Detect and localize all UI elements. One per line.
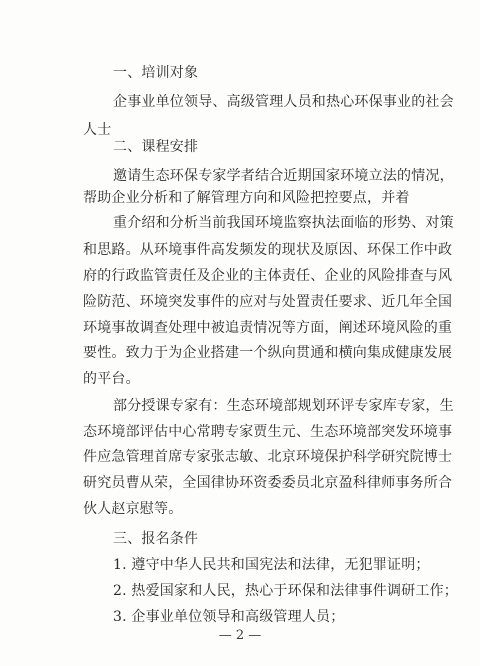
paragraph-line: 部分授课专家有：生态环境部规划环评专家库专家，生 xyxy=(113,398,454,414)
list-item: 3. 企事业单位领导和高级管理人员； xyxy=(113,609,345,625)
paragraph-line: 环境事故调查处理中被追责情况等方面，阐述环境风险的重 xyxy=(83,320,453,336)
paragraph-line: 重介绍和分析当前我国环境监察执法面临的形势、对策 xyxy=(113,215,454,231)
paragraph-line: 和思路。从环境事件高发频发的现状及原因、环保工作中政 xyxy=(83,242,453,258)
section-heading-training-target: 一、培训对象 xyxy=(113,65,199,81)
paragraph-line: 邀请生态环保专家学者结合近期国家环境立法的情况， xyxy=(113,168,454,184)
paragraph-line: 研究员曹从荣，全国律协环资委委员北京盈科律师事务所合 xyxy=(83,475,453,491)
section-heading-registration-conditions: 三、报名条件 xyxy=(113,531,199,547)
paragraph-line: 态环境部评估中心常聘专家贾生元、生态环境部突发环境事 xyxy=(83,424,453,440)
paragraph-line: 要性。致力于为企业搭建一个纵向贯通和横向集成健康发展 xyxy=(83,345,453,361)
page-number: — 2 — xyxy=(218,628,262,643)
paragraph-line: 险防范、环境突发事件的应对与处置责任要求、近几年全国 xyxy=(83,294,453,310)
section-heading-course-schedule: 二、课程安排 xyxy=(113,139,199,155)
list-item: 1. 遵守中华人民共和国宪法和法律，无犯罪证明； xyxy=(113,557,430,573)
paragraph-line: 的平台。 xyxy=(83,371,140,387)
paragraph-line: 府的行政监管责任及企业的主体责任、企业的风险排查与风 xyxy=(83,268,453,284)
list-item: 2. 热爱国家和人民，热心于环保和法律事件调研工作； xyxy=(113,583,459,599)
paragraph-line: 人士 xyxy=(83,122,112,138)
paragraph-line: 企事业单位领导、高级管理人员和热心环保事业的社会 xyxy=(113,94,454,110)
paragraph-line: 帮助企业分析和了解管理方向和风险把控要点，并着 xyxy=(83,190,410,206)
paragraph-line: 件应急管理首席专家张志敏、北京环境保护科学研究院博士 xyxy=(83,449,453,465)
paragraph-line: 伙人赵京慰等。 xyxy=(83,501,183,517)
